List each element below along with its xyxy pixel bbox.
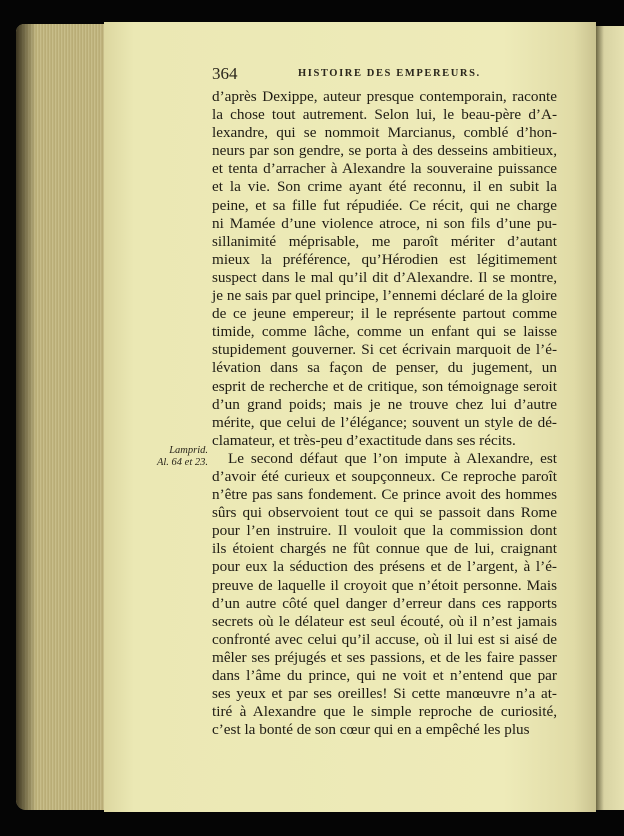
text-line: confronté avec celui qu’il accuse, où il lui est si aisé de	[212, 630, 557, 648]
text-line: timide, comme lâche, comme un enfant qui se laisse	[212, 323, 557, 341]
margin-note	[146, 445, 208, 469]
text-line: de ce jeune empereur; il le représente partout comme	[212, 305, 557, 323]
text-line: et tenta d’arracher à Alexandre la souveraine puissance	[212, 160, 557, 178]
text-line: d’un grand poids; mais je ne trouve chez lui d’autre	[212, 395, 557, 413]
text-line: esprit de recherche et de critique, son témoignage seroit	[212, 377, 557, 395]
margin-note-source: Lamprid.	[169, 445, 208, 456]
text-line: Le second défaut que l’on impute à Alexandre, est	[228, 449, 557, 467]
text-line: mérite, que celui de l’élégance; souvent un style de dé-	[212, 413, 557, 431]
page-number: 364	[212, 64, 238, 83]
text-line: secrets où le délateur est seul écouté, où il n’est jamais	[212, 612, 557, 630]
text-line: la chose tout autrement. Selon lui, le beau-père d’A-	[212, 106, 557, 124]
text-line: sûrs qui observoient tout ce qui se passoit dans Rome	[212, 504, 557, 522]
book-spine-shadow	[16, 24, 36, 810]
text-line: mêler ses préjugés et ses passions, et de les faire passer	[212, 648, 557, 666]
text-line: et la vie. Son crime ayant été reconnu, il en subit la	[212, 178, 557, 196]
text-line: ses yeux et par ses oreilles! Si cette manœuvre n’a at-	[212, 685, 557, 703]
page-header	[212, 64, 557, 84]
text-line: suspect dans le mal qu’il dit d’Alexandre. Il se montre,	[212, 268, 557, 286]
running-title: HISTOIRE DES EMPEREURS.	[298, 68, 481, 79]
text-line: neurs par son gendre, se porta à des desseins ambitieux,	[212, 142, 557, 160]
text-line: lexandre, qui se nommoit Marcianus, comblé d’hon-	[212, 124, 557, 142]
text-line: tiré à Alexandre que le simple reproche de curiosité,	[212, 703, 557, 721]
text-line: d’avoir été curieux et soupçonneux. Ce reproche paroît	[212, 467, 557, 485]
text-line: ni Mamée d’une violence atroce, ni son fils d’une pu-	[212, 214, 557, 232]
text-line: preuve de laquelle il croyoit que n’étoit personne. Mais	[212, 576, 557, 594]
text-line: dans l’âme du prince, qui ne voit et n’entend que par	[212, 667, 557, 684]
text-line: lévation dans sa façon de penser, du jugement, un	[212, 359, 557, 377]
text-line: sillanimité méprisable, me paroît mériter d’autant	[212, 232, 557, 250]
text-line: clamateur, et très-peu d’exactitude dans ses récits.	[212, 431, 516, 449]
text-line: pour eux la séduction des présens et de l’argent, à l’é-	[212, 558, 557, 576]
text-line: ils étoient chargés ne fût connue que de lui, craignant	[212, 540, 557, 558]
page-body-text	[212, 88, 557, 739]
text-line: d’après Dexippe, auteur presque contemporain, raconte	[212, 88, 557, 105]
text-line: n’être pas sans fondement. Ce prince avoit des hommes	[212, 486, 557, 504]
facing-page-edge	[596, 26, 624, 810]
text-line: stupidement gouverner. Si cet écrivain marquoit de l’é-	[212, 341, 557, 359]
text-line: pour l’en instruire. Il vouloit que la commission dont	[212, 522, 557, 540]
text-line: c’est la bonté de son cœur qui en a empêché les plus	[212, 721, 530, 739]
text-line: mieux la préférence, qu’Hérodien est légitimement	[212, 250, 557, 268]
text-line: peine, et sa fille fut répudiée. Ce récit, qui ne charge	[212, 196, 557, 214]
text-line: je ne sais par quel principe, l’ennemi déclaré de la gloire	[212, 287, 557, 305]
margin-note-reference: Al. 64 et 23.	[156, 457, 208, 468]
text-line: d’un autre côté quel danger d’erreur dans ces rapports	[212, 594, 557, 612]
